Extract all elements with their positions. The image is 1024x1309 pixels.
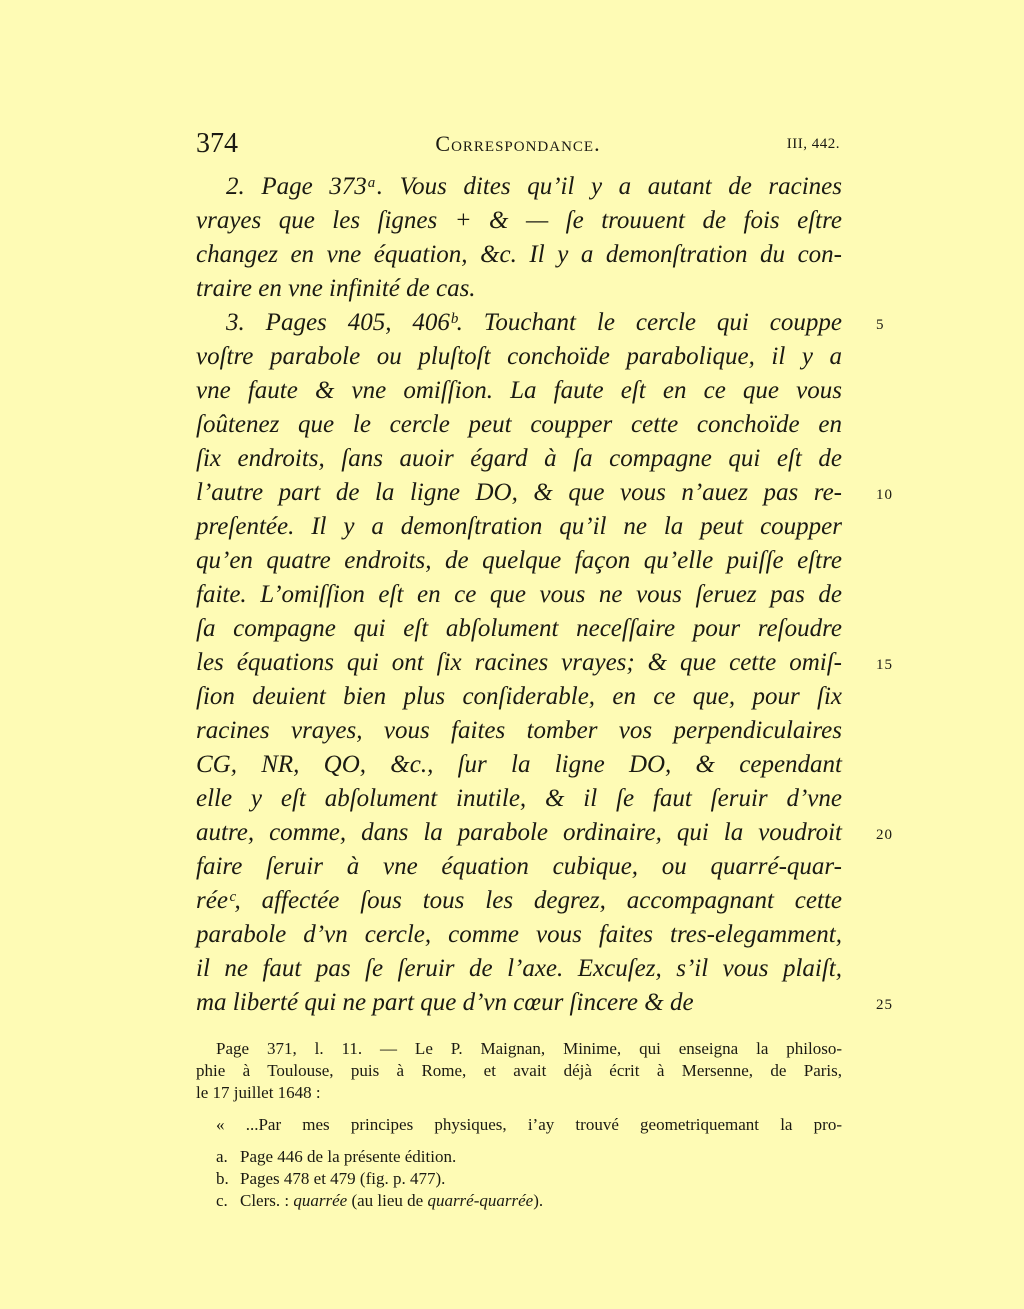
footnote-text: Clers. : bbox=[240, 1191, 294, 1210]
text-line bbox=[196, 612, 842, 646]
line-text: faire ſeruir à vne équation cubique, ou quarré-quar- bbox=[196, 853, 842, 880]
footnote-a bbox=[196, 1146, 842, 1168]
line-text: ſa compagne qui eſt abſolument neceſſaire pour reſoudre bbox=[196, 615, 842, 642]
text-line bbox=[196, 918, 842, 952]
line-text: ma liberté qui ne part que d’vn cœur ſincere & de bbox=[196, 989, 694, 1016]
line-text: ſion deuient bien plus conſiderable, en ce que, pour ſix bbox=[196, 683, 842, 710]
text-line bbox=[196, 748, 842, 782]
text-line bbox=[196, 408, 842, 442]
text-line bbox=[196, 680, 842, 714]
text-line bbox=[196, 340, 842, 374]
note-line: le 17 juillet 1648 : bbox=[196, 1083, 321, 1102]
note-quote: « ...Par mes principes physiques, i’ay trouvé geometriquemant la pro- bbox=[216, 1115, 842, 1134]
footnote-c bbox=[196, 1190, 842, 1212]
letter-body bbox=[196, 170, 893, 1020]
text-line bbox=[196, 306, 885, 340]
footnote-b bbox=[196, 1168, 842, 1190]
line-number: 5 bbox=[876, 317, 885, 333]
line-text: vne faute & vne omiſſion. La faute eſt en ce que vous bbox=[196, 377, 842, 404]
line-text: preſentée. Il y a demonſtration qu’il ne la peut coupper bbox=[196, 513, 842, 540]
text-line bbox=[196, 272, 842, 306]
line-text: réeᶜ, affectée ſous tous les degrez, accompagnant cette bbox=[196, 887, 842, 914]
line-text: autre, comme, dans la parabole ordinaire, qui la voudroit bbox=[196, 819, 842, 846]
text-line bbox=[196, 986, 893, 1020]
line-number: 15 bbox=[876, 657, 893, 673]
footnote-label: a. bbox=[216, 1147, 228, 1166]
editorial-notes bbox=[196, 1038, 842, 1212]
text-line bbox=[196, 850, 842, 884]
text-line bbox=[196, 442, 842, 476]
line-text: il ne faut pas ſe ſeruir de l’axe. Excuſez, s’il vous plaiſt, bbox=[196, 955, 842, 982]
line-number: 10 bbox=[876, 487, 893, 503]
line-text: faite. L’omiſſion eſt en ce que vous ne vous ſeruez pas de bbox=[196, 581, 842, 608]
line-text: les équations qui ont ſix racines vrayes; & que cette omiſ- bbox=[196, 649, 842, 676]
footnote-italic: quarré-quarrée bbox=[427, 1191, 534, 1210]
footnote-label: c. bbox=[216, 1191, 228, 1210]
line-text: parabole d’vn cercle, comme vous faites tres-elegamment, bbox=[196, 921, 842, 948]
text-line bbox=[196, 204, 842, 238]
text-line bbox=[196, 816, 893, 850]
text-line bbox=[196, 476, 893, 510]
running-header bbox=[196, 128, 840, 162]
line-text: vrayes que les ſignes + & — ſe trouuent de fois eſtre bbox=[196, 207, 842, 234]
line-text: ſoûtenez que le cercle peut coupper cette conchoïde en bbox=[196, 411, 842, 438]
running-title: Correspondance. bbox=[435, 131, 601, 156]
note-line: phie à Toulouse, puis à Rome, et avait déjà écrit à Mersenne, de Paris, bbox=[196, 1061, 842, 1080]
footnote-italic: quarrée bbox=[293, 1191, 348, 1210]
text-line bbox=[196, 952, 842, 986]
footnote-text: Pages 478 et 479 (fig. p. 477). bbox=[240, 1169, 446, 1188]
volume-reference: III, 442. bbox=[786, 136, 840, 152]
text-line bbox=[196, 238, 842, 272]
page-number: 374 bbox=[196, 128, 238, 159]
line-text: voſtre parabole ou pluſtoſt conchoïde parabolique, il y a bbox=[196, 343, 842, 370]
line-text: changez en vne équation, &c. Il y a demonſtration du con- bbox=[196, 241, 842, 268]
text-line bbox=[196, 578, 842, 612]
text-line bbox=[196, 374, 842, 408]
line-text: CG, NR, QO, &c., ſur la ligne DO, & cependant bbox=[196, 751, 842, 778]
line-text: racines vrayes, vous faites tomber vos perpendiculaires bbox=[196, 717, 842, 744]
line-number: 25 bbox=[876, 997, 893, 1013]
line-number: 20 bbox=[876, 827, 893, 843]
line-text: l’autre part de la ligne DO, & que vous n’auez pas re- bbox=[196, 479, 842, 506]
text-line bbox=[196, 544, 842, 578]
footnote-label: b. bbox=[216, 1169, 229, 1188]
footnote-text: ). bbox=[533, 1191, 544, 1210]
line-text: elle y eſt abſolument inutile, & il ſe faut ſeruir d’vne bbox=[196, 785, 842, 812]
line-text: 2. Page 373ᵃ. Vous dites qu’il y a autant de racines bbox=[226, 173, 842, 200]
text-line bbox=[196, 884, 842, 918]
line-text: traire en vne infinité de cas. bbox=[196, 275, 476, 302]
line-text: ſix endroits, ſans auoir égard à ſa compagne qui eſt de bbox=[196, 445, 842, 472]
footnote-text: Page 446 de la présente édition. bbox=[240, 1147, 457, 1166]
line-text: 3. Pages 405, 406ᵇ. Touchant le cercle qui couppe bbox=[226, 309, 842, 336]
text-line bbox=[196, 714, 842, 748]
footnote-text: (au lieu de bbox=[347, 1191, 428, 1210]
text-line bbox=[196, 646, 893, 680]
line-text: qu’en quatre endroits, de quelque façon qu’elle puiſſe eſtre bbox=[196, 547, 842, 574]
note-line: Page 371, l. 11. — Le P. Maignan, Minime, qui enseigna la philoso- bbox=[216, 1039, 842, 1058]
text-line bbox=[196, 170, 842, 204]
text-line bbox=[196, 782, 842, 816]
text-line bbox=[196, 510, 842, 544]
